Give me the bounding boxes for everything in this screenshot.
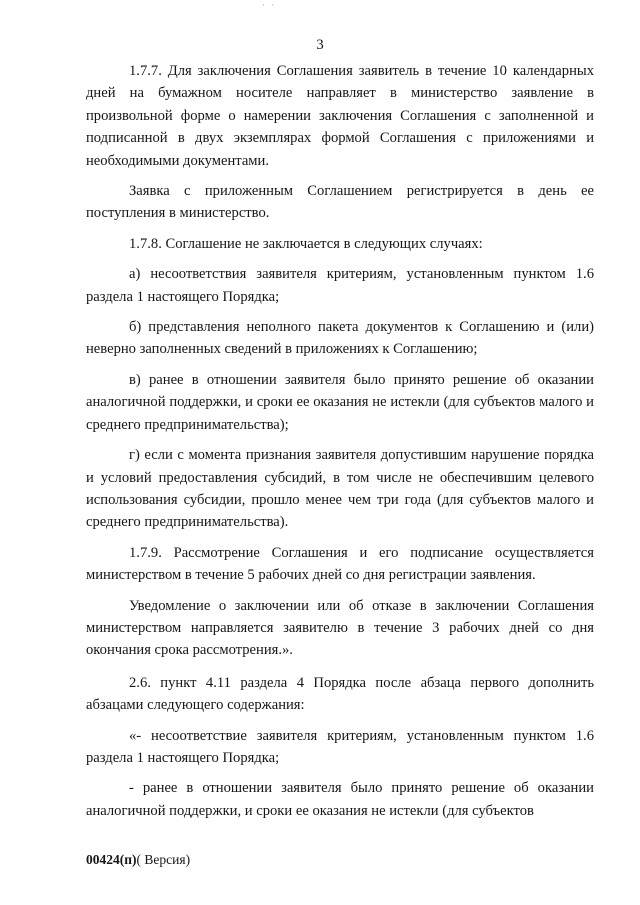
- paragraph-1-7-9: 1.7.9. Рассмотрение Соглашения и его подписание осуществляется министерством в течение 5 рабочих дней со дня регистрации заявления.: [86, 544, 594, 584]
- paragraph-1-7-7: 1.7.7. Для заключения Соглашения заявитель в течение 10 календарных дней на бумажном носителе направляет в министерство заявление в произвольной форме о намерении заключения Соглашения с заполненной и подписанной в двух экземплярах формой Соглашения с приложениями и необходимыми документами.: [86, 63, 594, 169]
- list-item-b: б) представления неполного пакета документов к Соглашению и (или) неверно заполненных сведений в приложениях к Соглашению;: [86, 319, 594, 358]
- added-item-1: «- несоответствие заявителя критериям, установленным пунктом 1.6 раздела 1 настоящего Порядка;: [86, 727, 594, 766]
- page-number: 3: [316, 37, 324, 53]
- paragraph-registration: Заявка с приложенным Соглашением регистрируется в день ее поступления в министерство.: [86, 183, 594, 222]
- paragraph-2-6: 2.6. пункт 4.11 раздела 4 Порядка после абзаца первого дополнить абзацами следующего содержания:: [86, 674, 594, 714]
- added-item-2: - ранее в отношении заявителя было принято решение об оказании аналогичной поддержки, и сроки ее оказания не истекли (для субъектов: [86, 780, 594, 819]
- list-item-v: в) ранее в отношении заявителя было принято решение об оказании аналогичной поддержки, и сроки ее оказания не истекли (для субъектов малого и среднего предпринимательства);: [86, 371, 594, 433]
- scan-artifact: · ·: [262, 0, 277, 10]
- paragraph-1-7-8: 1.7.8. Соглашение не заключается в следующих случаях:: [129, 235, 483, 252]
- list-item-a: а) несоответствия заявителя критериям, установленным пунктом 1.6 раздела 1 настоящего Порядка;: [86, 266, 594, 305]
- document-body: [86, 60, 594, 830]
- document-code: [86, 852, 190, 868]
- paragraph-notification: Уведомление о заключении или об отказе в заключении Соглашения министерством направляется заявителю в течение 3 рабочих дней со дня окончания срока рассмотрения.».: [86, 597, 594, 659]
- document-version: ( Версия): [136, 852, 191, 867]
- list-item-g: г) если с момента признания заявителя допустившим нарушение порядка и условий предоставления субсидий, в том числе не обеспечившим целевого использования субсидии, прошло менее чем три года (для субъектов малого и среднего предпринимательства).: [86, 447, 594, 531]
- document-code-number: 00424(п): [86, 852, 137, 867]
